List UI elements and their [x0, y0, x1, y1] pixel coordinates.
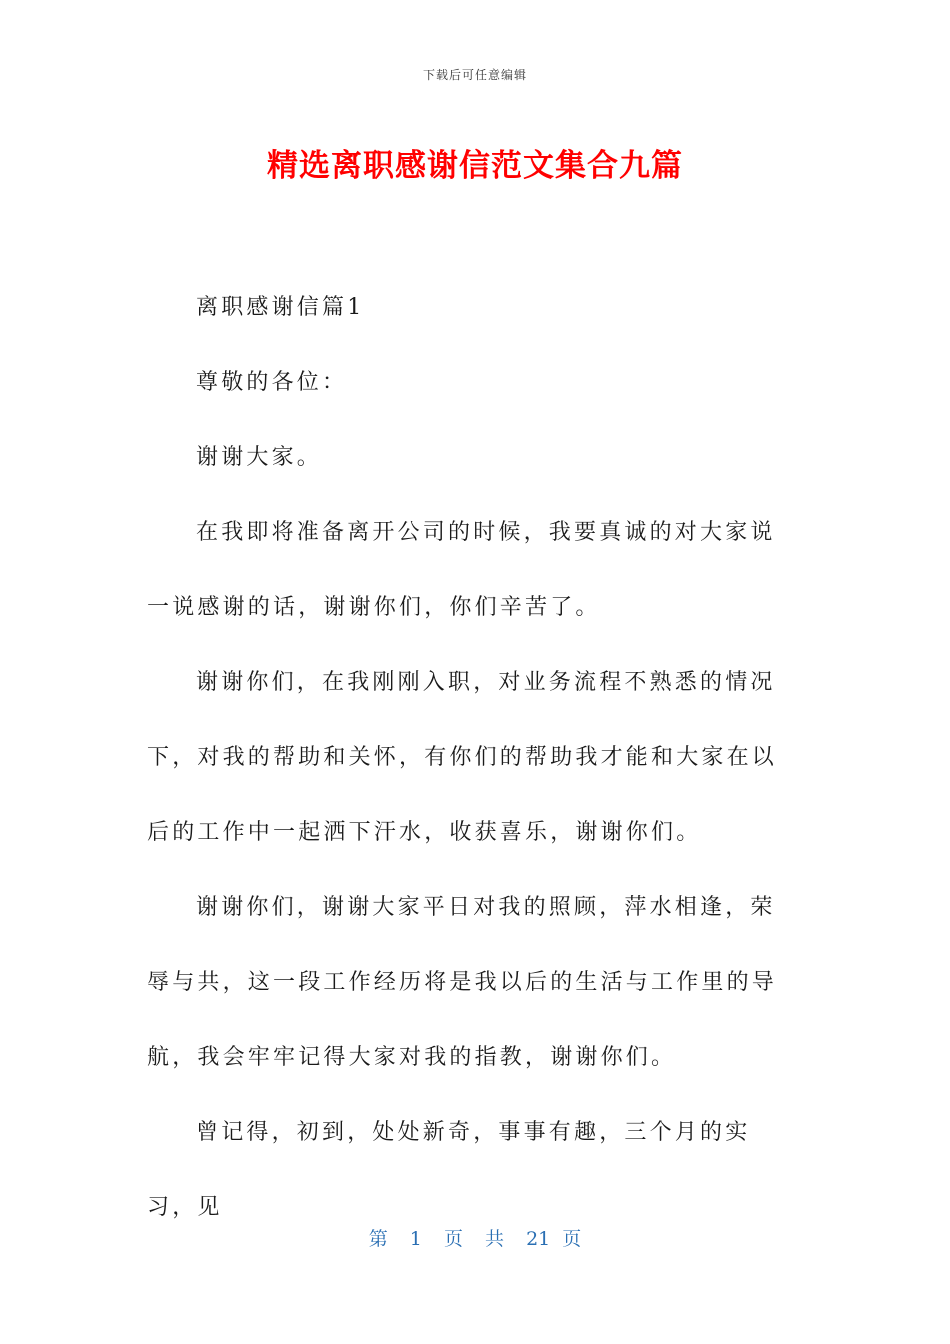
section-heading: 离职感谢信篇1	[196, 295, 365, 320]
document-title: 精选离职感谢信范文集合九篇	[267, 148, 683, 184]
page-header-note: 下载后可任意编辑	[422, 68, 527, 82]
page-label-suffix: 页	[562, 1228, 582, 1250]
page-label-mid: 页	[443, 1228, 463, 1250]
body-paragraph: 曾记得，初到，处处新奇，事事有趣，三个月的实习，见	[147, 1120, 751, 1220]
total-pages-number: 21	[526, 1228, 551, 1250]
body-paragraph: 谢谢你们，谢谢大家平日对我的照顾，萍水相逢，荣辱与共，这一段工作经历将是我以后的生活与工作里的导航，我会牢牢记得大家对我的指教，谢谢你们。	[147, 895, 778, 1070]
document-body	[147, 270, 797, 1245]
body-paragraph: 谢谢大家。	[196, 445, 323, 470]
salutation-paragraph: 尊敬的各位：	[196, 370, 348, 395]
total-label: 共	[485, 1228, 505, 1250]
body-paragraph: 在我即将准备离开公司的时候，我要真诚的对大家说一说感谢的话，谢谢你们，你们辛苦了。	[147, 520, 776, 620]
current-page-number: 1	[409, 1228, 422, 1250]
page-label-prefix: 第	[368, 1228, 388, 1250]
page-number-footer	[0, 1224, 950, 1251]
body-paragraph: 谢谢你们，在我刚刚入职，对业务流程不熟悉的情况下，对我的帮助和关怀，有你们的帮助我才能和大家在以后的工作中一起洒下汗水，收获喜乐，谢谢你们。	[147, 670, 778, 845]
